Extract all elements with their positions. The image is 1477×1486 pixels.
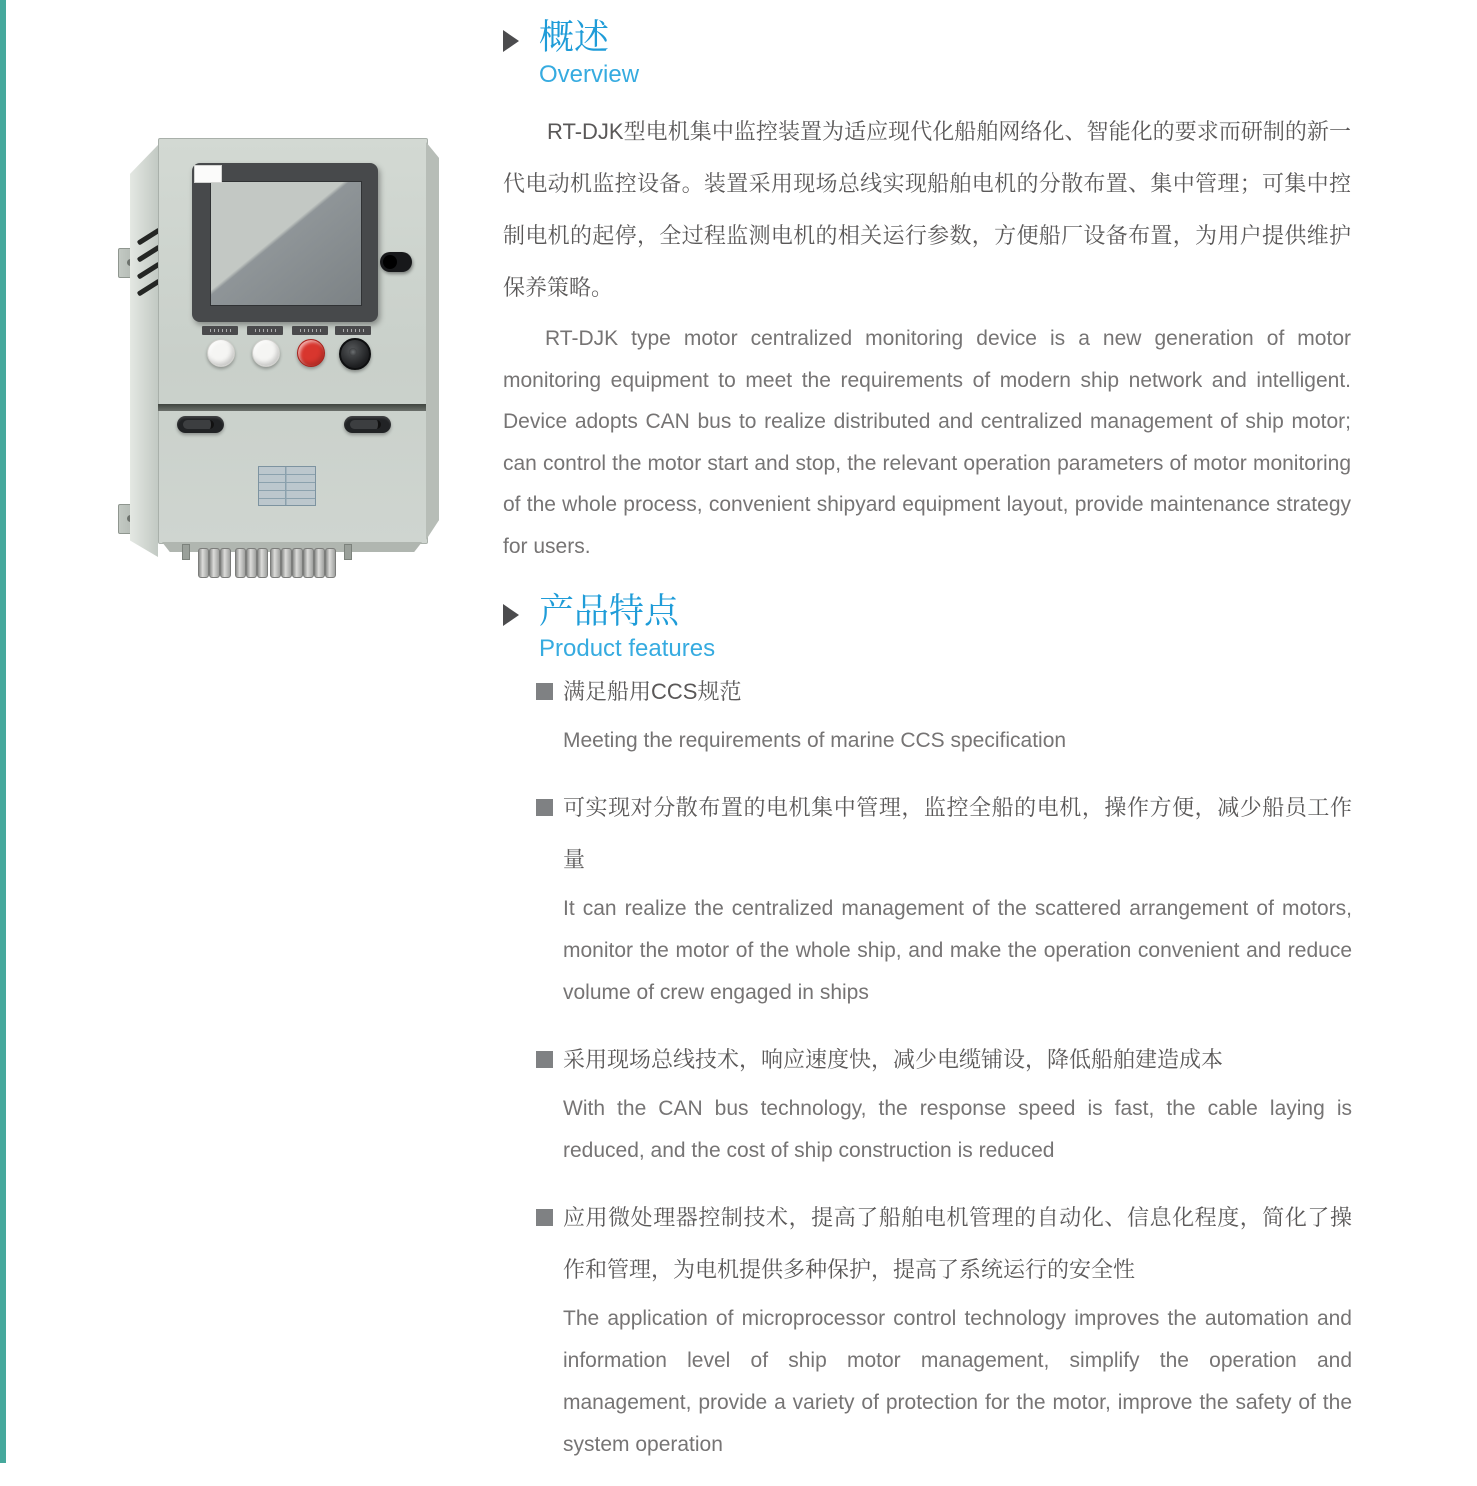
door-latch [380, 252, 412, 272]
feature-text-en: With the CAN bus technology, the response speed is fast, the cable laying is reduced, and the cost of ship construction is reduced [563, 1097, 1352, 1162]
overview-paragraph-en: RT-DJK type motor centralized monitoring device is a new generation of motor monitoring equipment to meet the requirements of modern ship network and intelligent. Device adopts CAN bus to realize distributed and centralized management of ship motor; can control the motor start and stop, the relevant operation parameters of motor monitoring of the whole process, convenient shipyard equipment layout, provide maintenance strategy for users. [503, 327, 1351, 558]
screen [210, 181, 362, 306]
feature-text-cn: 应用微处理器控制技术，提高了船舶电机管理的自动化、信息化程度，简化了操作和管理，为电机提供多种保护，提高了系统运行的安全性 [563, 1205, 1352, 1282]
cable-gland-cluster [198, 548, 230, 578]
feature-text-en: Meeting the requirements of marine CCS specification [563, 729, 1067, 752]
feature-item [536, 1192, 1352, 1466]
button-label-plate [335, 326, 371, 335]
buzzer-knob [339, 338, 371, 370]
feature-text-en: It can realize the centralized management of the scattered arrangement of motors, monitor the motor of the whole ship, and make the operation convenient and reduce volume of crew engaged in ships [563, 897, 1352, 1004]
feature-text-cn: 可实现对分散布置的电机集中管理，监控全船的电机，操作方便，减少船员工作量 [563, 795, 1352, 872]
bullet-square-icon [536, 1192, 563, 1296]
bullet-square-icon [536, 666, 563, 718]
pushbutton-white-2 [252, 339, 280, 367]
features-list [536, 666, 1352, 1486]
overview-section-header [503, 18, 639, 89]
pushbutton-white-1 [207, 339, 235, 367]
bolt [182, 544, 190, 560]
feature-text-en: The application of microprocessor control technology improves the automation and information level of ship motor management, simplify the operation and management, provide a variety of protection for the motor, improve the safety of the system operation [563, 1307, 1352, 1456]
overview-title-cn: 概述 [539, 18, 610, 57]
cabinet-side-panel [130, 145, 158, 557]
product-photo [118, 132, 463, 597]
cable-gland-cluster [235, 548, 267, 578]
section-arrow-icon [503, 30, 519, 52]
bullet-square-icon [536, 1034, 563, 1086]
door-seam [158, 404, 426, 411]
door-handle-left [177, 416, 224, 433]
cable-gland-cluster [303, 548, 335, 578]
features-section-header [503, 592, 715, 663]
features-title-en: Product features [539, 635, 716, 663]
section-arrow-icon [503, 604, 519, 626]
button-label-plate [247, 326, 283, 335]
overview-title-en: Overview [539, 61, 640, 89]
feature-item [536, 666, 1352, 762]
bullet-square-icon [536, 782, 563, 886]
bolt [344, 544, 352, 560]
cabinet-right-edge [426, 142, 439, 540]
screen-label-sticker [194, 165, 222, 183]
pushbutton-red [297, 339, 325, 367]
page-edge-band [0, 0, 6, 1463]
button-label-plate [202, 326, 238, 335]
button-label-plate [292, 326, 328, 335]
door-handle-right [344, 416, 391, 433]
feature-text-cn: 采用现场总线技术，响应速度快，减少电缆铺设，降低船舶建造成本 [563, 1047, 1224, 1072]
nameplate [258, 466, 316, 506]
overview-paragraph-cn: RT-DJK型电机集中监控装置为适应现代化船舶网络化、智能化的要求而研制的新一代电动机监控设备。装置采用现场总线实现船舶电机的分散布置、集中管理；可集中控制电机的起停，全过程监测电机的相关运行参数，方便船厂设备布置，为用户提供维护保养策略。 [503, 119, 1351, 300]
cable-gland-cluster [270, 548, 302, 578]
feature-item [536, 782, 1352, 1014]
features-title-cn: 产品特点 [539, 592, 680, 631]
feature-text-cn: 满足船用CCS规范 [563, 679, 742, 704]
feature-item [536, 1034, 1352, 1172]
